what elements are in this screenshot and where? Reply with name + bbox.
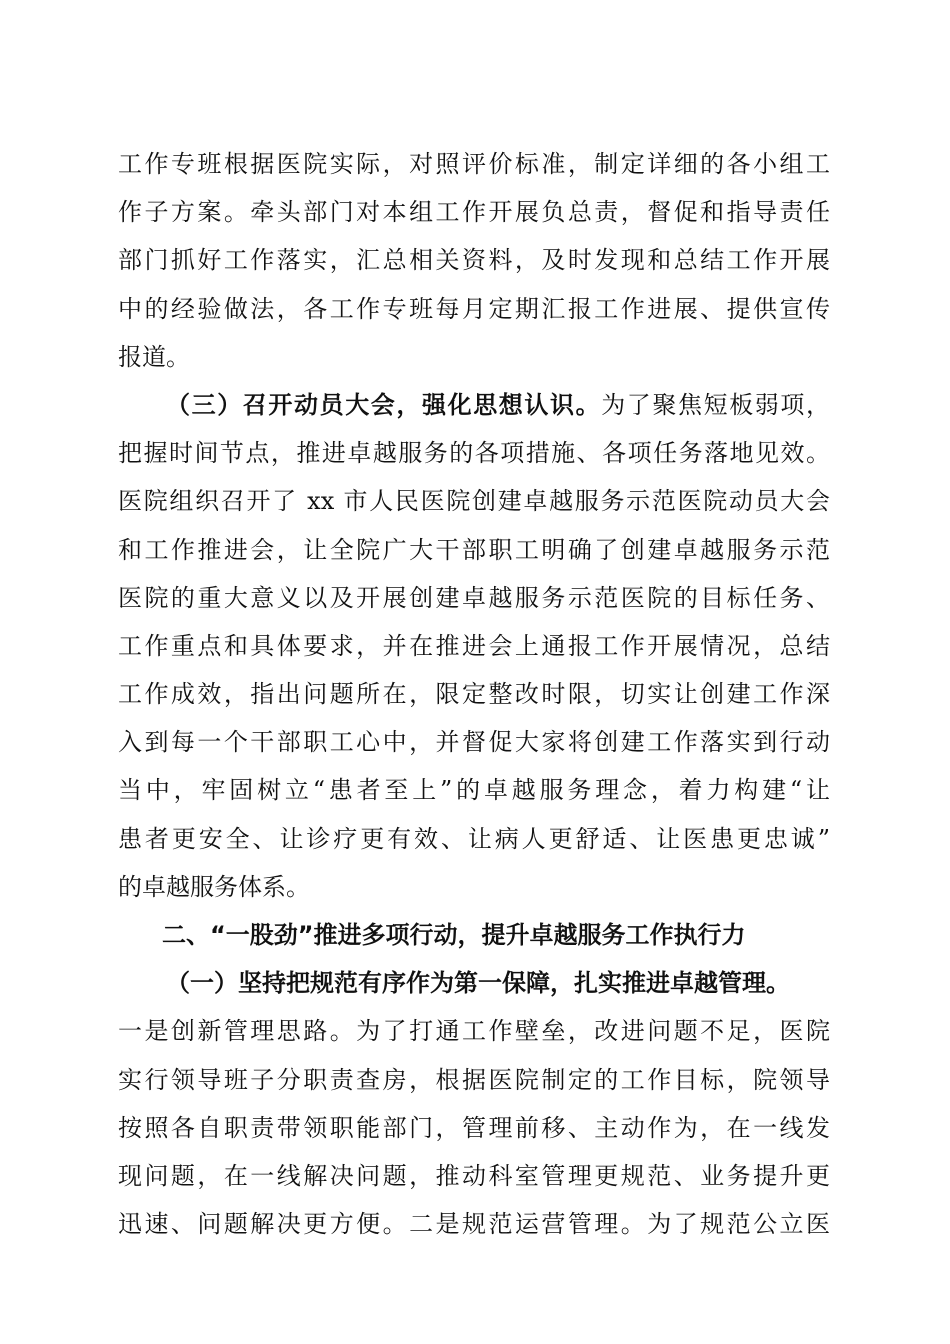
paragraph-line: 工作成效，指出问题所在，限定整改时限，切实让创建工作深 (118, 680, 830, 709)
paragraph-line: 当中，牢固树立“患者至上”的卓越服务理念，着力构建“让 (118, 776, 830, 805)
paragraph-line: 部门抓好工作落实，汇总相关资料，及时发现和总结工作开展 (118, 246, 830, 275)
paragraph-line: 入到每一个干部职工心中，并督促大家将创建工作落实到行动 (118, 728, 830, 757)
paragraph-line: 一是创新管理思路。为了打通工作壁垒，改进问题不足，医院 (118, 1017, 830, 1046)
paragraph-line: 患者更安全、让诊疗更有效、让病人更舒适、让医患更忠诚” (118, 824, 830, 853)
paragraph-line: 工作专班根据医院实际，对照评价标准，制定详细的各小组工 (118, 150, 830, 178)
paragraph-line: 工作重点和具体要求，并在推进会上通报工作开展情况，总结 (118, 631, 830, 660)
paragraph-line: 的卓越服务体系。 (118, 872, 310, 901)
paragraph-line: 医院组织召开了 xx 市人民医院创建卓越服务示范医院动员大会 (118, 487, 830, 516)
paragraph-line: 按照各自职责带领职能部门，管理前移、主动作为，在一线发 (118, 1113, 830, 1142)
section-heading: 二、“一股劲”推进多项行动，提升卓越服务工作执行力 (162, 921, 746, 949)
paragraph-line: 实行领导班子分职责查房，根据医院制定的工作目标，院领导 (118, 1065, 830, 1094)
paragraph-line: 中的经验做法，各工作专班每月定期汇报工作进展、提供宣传 (118, 294, 830, 323)
paragraph-line: 和工作推进会，让全院广大干部职工明确了创建卓越服务示范 (118, 535, 830, 564)
paragraph-text: 为了聚焦短板弱项， (601, 390, 830, 419)
paragraph-line: 作子方案。牵头部门对本组工作开展负总责，督促和指导责任 (118, 198, 830, 227)
paragraph-line: 迅速、问题解决更方便。二是规范运营管理。为了规范公立医 (118, 1210, 830, 1239)
paragraph-line: 把握时间节点，推进卓越服务的各项措施、各项任务落地见效。 (118, 439, 830, 468)
document-body (118, 140, 830, 1248)
paragraph-line: 现问题，在一线解决问题，推动科室管理更规范、业务提升更 (118, 1161, 830, 1190)
paragraph-line: 医院的重大意义以及开展创建卓越服务示范医院的目标任务、 (118, 583, 830, 612)
paragraph-first-line (118, 381, 830, 429)
subsection-heading: （一）坚持把规范有序作为第一保障，扎实推进卓越管理。 (166, 969, 790, 998)
paragraph-line: 报道。 (118, 342, 190, 371)
subsection-heading: （三）召开动员大会，强化思想认识。 (166, 390, 602, 419)
